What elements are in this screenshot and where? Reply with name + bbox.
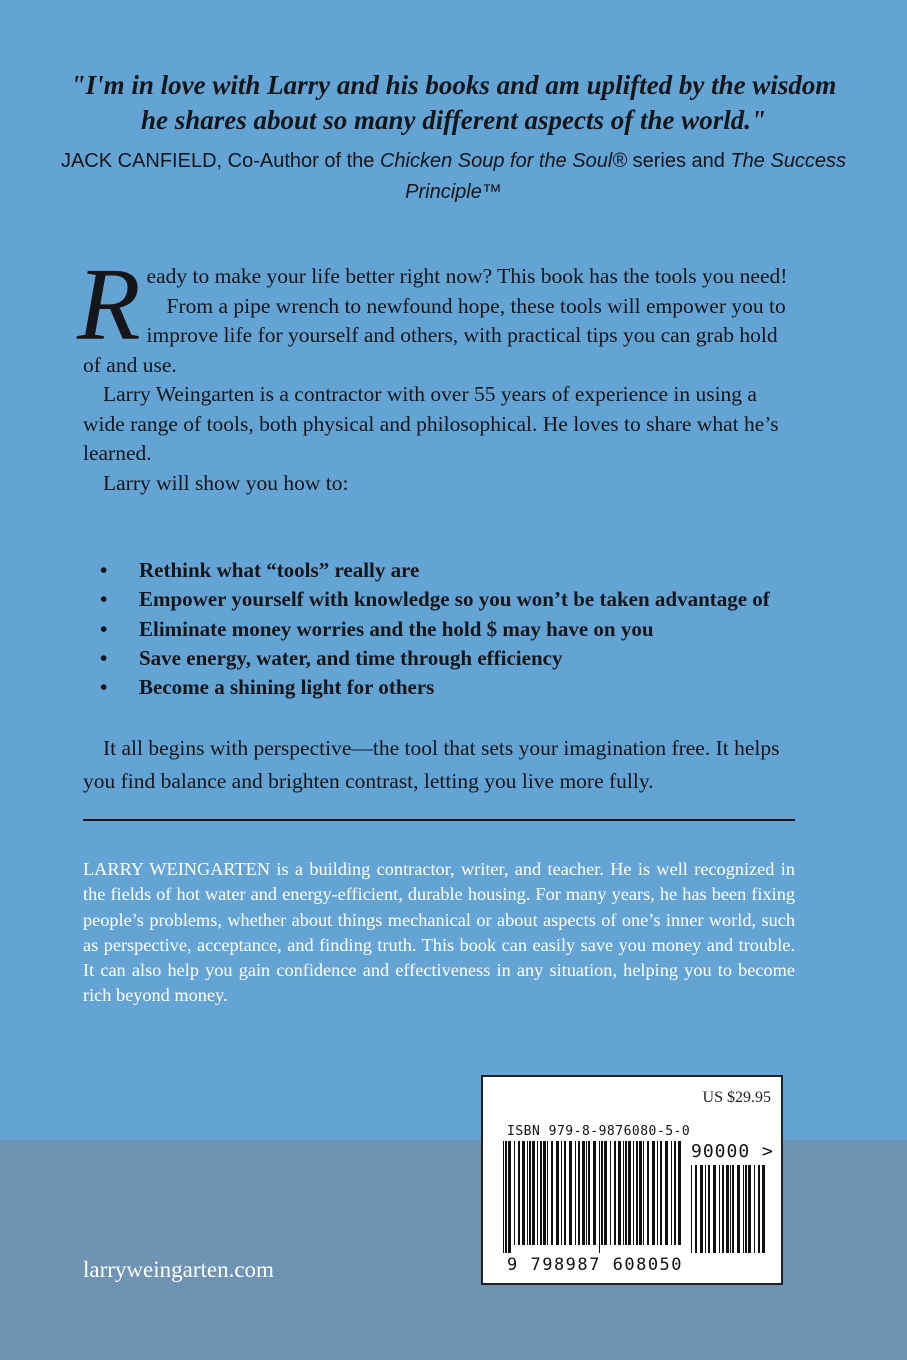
barcode-bar xyxy=(665,1141,668,1245)
barcode-bar xyxy=(514,1141,515,1245)
barcode-bar xyxy=(588,1141,590,1245)
barcode-bar xyxy=(586,1141,587,1245)
barcode-bar xyxy=(708,1165,710,1253)
list-item: • Save energy, water, and time through efficiency xyxy=(100,644,820,673)
barcode-bar xyxy=(503,1141,504,1253)
barcode-bar xyxy=(623,1141,624,1245)
divider-rule xyxy=(83,819,795,821)
barcode-bar xyxy=(743,1165,744,1253)
barcode-bar xyxy=(754,1165,755,1253)
barcode-bar xyxy=(639,1141,642,1245)
barcode-bar xyxy=(758,1165,760,1253)
barcode-box xyxy=(481,1075,783,1285)
book-description xyxy=(77,247,795,498)
barcode-bar xyxy=(532,1141,535,1245)
barcode-bar xyxy=(540,1141,542,1245)
author-website: larryweingarten.com xyxy=(83,1257,274,1282)
barcode-bar xyxy=(537,1141,538,1245)
barcode-bar xyxy=(732,1165,734,1253)
barcode-bar xyxy=(599,1141,600,1253)
barcode-bar xyxy=(745,1165,747,1253)
barcode-bar xyxy=(547,1141,548,1245)
barcode-bar xyxy=(674,1141,676,1245)
description-paragraph-3: Larry Weingarten is a contractor with over 55 years of experience in using a wide range of tools, both physical and philosophical. He loves to share what he’s learned. xyxy=(83,382,779,465)
barcode-bar xyxy=(522,1141,525,1245)
barcode-bar xyxy=(582,1141,585,1245)
barcode-bar xyxy=(647,1141,649,1245)
description-paragraph-2: From a pipe wrench to newfound hope, these tools will empower you to improve life for yourself and others, with practical tips you can grab hold of and use. xyxy=(83,293,786,377)
barcode-bar xyxy=(737,1165,740,1253)
barcode-bar xyxy=(604,1141,607,1245)
list-item: • Eliminate money worries and the hold $ may have on you xyxy=(100,615,820,644)
barcode-bar xyxy=(518,1141,520,1245)
barcode-bar xyxy=(762,1165,765,1253)
barcode-bar xyxy=(633,1141,634,1245)
barcode-bar xyxy=(722,1165,724,1253)
list-item: • Become a shining light for others xyxy=(100,673,820,702)
barcode-bar xyxy=(695,1165,697,1253)
description-paragraph-4: Larry will show you how to: xyxy=(103,470,349,495)
barcode-bar xyxy=(578,1141,580,1245)
barcode-bar xyxy=(748,1165,751,1253)
barcode-bar xyxy=(636,1141,638,1245)
barcode-bar xyxy=(678,1141,681,1245)
attribution-title-1: Chicken Soup for the Soul® xyxy=(379,150,628,172)
barcode-bar xyxy=(593,1141,596,1245)
addon-digits: 90000 > xyxy=(691,1141,774,1162)
barcode-bar xyxy=(671,1141,672,1245)
addon-barcode-bars xyxy=(689,1165,765,1253)
endorsement-quote: "I'm in love with Larry and his books and am uplifted by the wisdom he shares about so many different aspects of the world." xyxy=(70,70,837,135)
drop-cap: R xyxy=(77,247,141,362)
attribution-mid: series and xyxy=(627,150,731,172)
barcode-bar xyxy=(657,1141,658,1245)
attribution-prefix: JACK CANFIELD, Co-Author of the xyxy=(60,150,380,172)
list-item: • Empower yourself with knowledge so you won’t be taken advantage of xyxy=(100,585,820,614)
barcode-bar xyxy=(614,1141,616,1245)
barcode-bar xyxy=(543,1141,546,1245)
barcode-bar xyxy=(705,1165,706,1253)
barcode-bar xyxy=(610,1141,611,1245)
isbn-label: ISBN 979-8-9876080-5-0 xyxy=(507,1124,691,1139)
barcode-bar xyxy=(730,1165,731,1253)
barcode-bar xyxy=(625,1141,627,1245)
barcode-bar xyxy=(508,1141,511,1253)
barcode-bar xyxy=(652,1141,655,1245)
barcode-bar xyxy=(564,1141,566,1245)
attribution-title-2: The Success Principle™ xyxy=(405,150,847,203)
barcode-bar xyxy=(527,1141,528,1245)
barcode-bar xyxy=(556,1141,559,1245)
barcode-bar xyxy=(505,1141,507,1253)
barcode-bar xyxy=(529,1141,531,1245)
barcode-bar xyxy=(643,1141,644,1245)
barcode-bars xyxy=(501,1141,683,1253)
barcode-bar xyxy=(569,1141,572,1245)
barcode-bar xyxy=(551,1141,553,1245)
price-label: US $29.95 xyxy=(702,1089,771,1106)
barcode-bar xyxy=(691,1165,692,1253)
list-item: • Rethink what “tools” really are xyxy=(100,556,820,585)
ean-digits: 9 798987 608050 xyxy=(507,1255,684,1275)
barcode-bar xyxy=(713,1165,716,1253)
benefits-list xyxy=(100,556,820,702)
barcode-bar xyxy=(726,1165,729,1253)
barcode-bar xyxy=(561,1141,562,1245)
paragraph-1-text: eady to make your life better right now? This book has the tools you need! xyxy=(146,264,788,288)
barcode-bar xyxy=(719,1165,720,1253)
barcode-bar xyxy=(660,1141,662,1245)
barcode-bar xyxy=(575,1141,576,1245)
closing-paragraph: It all begins with perspective—the tool that sets your imagination free. It helps you find balance and brighten contrast, letting you live more fully. xyxy=(83,736,780,793)
endorsement-attribution xyxy=(60,146,847,208)
barcode-bar xyxy=(700,1165,703,1253)
barcode-bar xyxy=(618,1141,621,1245)
barcode-bar xyxy=(628,1141,631,1245)
author-bio: LARRY WEINGARTEN is a building contractor, writer, and teacher. He is well recognized in the fields of hot water and energy-efficient, durable housing. For many years, he has been fixing people’s problems, whether about things mechanical or about aspects of one’s inner world, such as perspective, acceptance, and finding truth. This book can easily save you money and trouble. It can also help you gain confidence and effectiveness in any situation, helping you to become rich beyond money. xyxy=(83,859,795,1006)
barcode-bar xyxy=(601,1141,603,1245)
